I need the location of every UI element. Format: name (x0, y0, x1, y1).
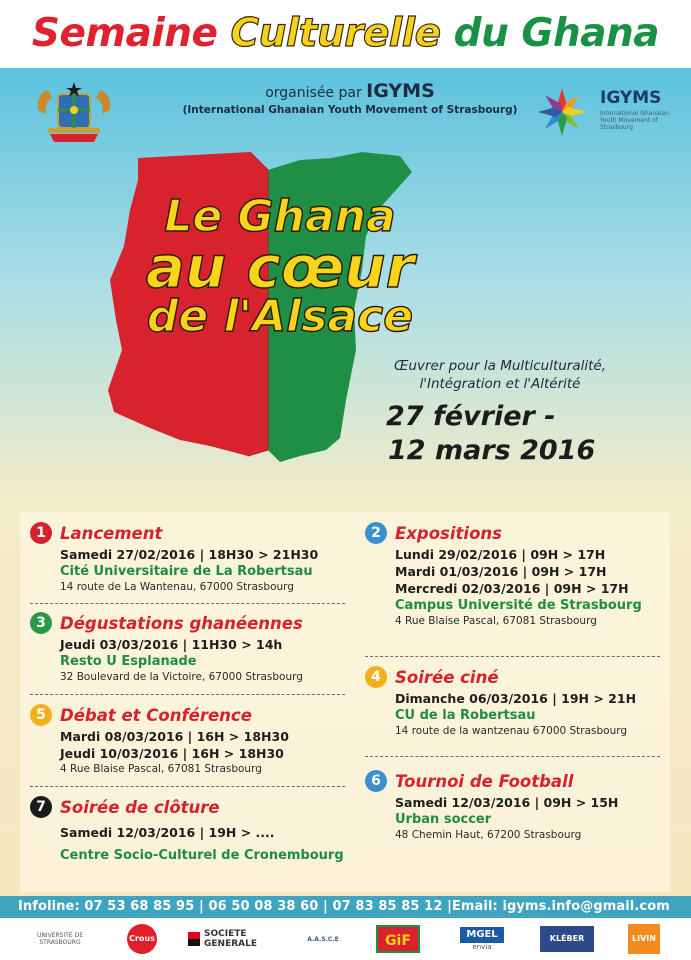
event-schedule: Dimanche 06/03/2016 | 19H > 21H (395, 691, 637, 706)
divider (30, 603, 345, 604)
event-lancement (30, 520, 350, 594)
event-address: 4 Rue Blaise Pascal, 67081 Strasbourg (395, 615, 597, 627)
sponsor-universite-strasbourg-logo: UNIVERSITÉ DE STRASBOURG (36, 932, 84, 946)
crous-label: Crous (127, 924, 157, 954)
title-band (0, 0, 691, 68)
event-venue: Urban soccer (395, 812, 492, 827)
event-address: 14 route de la wantzenau 67000 Strasbourg (395, 725, 628, 737)
societe-generale-label (204, 929, 257, 949)
event-title: Soirée de clôture (60, 797, 220, 817)
event-schedule: Samedi 27/02/2016 | 18H30 > 21H30 (60, 547, 319, 562)
event-tournoi-football (365, 768, 665, 842)
livin-label: LIVIN (628, 924, 660, 954)
event-venue: Campus Université de Strasbourg (395, 598, 642, 613)
contact-band: Infoline: 07 53 68 85 95 | 06 50 08 38 60 | 07 83 85 85 12 |Email: igyms.info@gmail.com (0, 896, 691, 918)
event-debat-conference (30, 702, 350, 776)
gif-label: GiF (376, 925, 420, 953)
slogan-line-2: au cœur (145, 233, 415, 301)
societe-generale-icon (188, 932, 200, 946)
event-schedule: Lundi 29/02/2016 | 09H > 17H (395, 547, 606, 562)
poster-title (0, 0, 691, 68)
event-address: 48 Chemin Haut, 67200 Strasbourg (395, 829, 582, 841)
event-number-badge: 6 (365, 770, 387, 792)
event-number-badge: 3 (30, 612, 52, 634)
event-title: Dégustations ghanéennes (60, 613, 303, 633)
event-venue: Cité Universitaire de La Robertsau (60, 564, 313, 579)
title-part-semaine: Semaine (31, 11, 218, 56)
motto-line-2: l'Intégration et l'Altérité (419, 376, 581, 392)
organizer-full-name: (International Ghanaian Youth Movement of Strasbourg) (182, 104, 518, 116)
event-degustations (30, 610, 350, 684)
event-number-badge: 1 (30, 522, 52, 544)
divider (365, 656, 660, 657)
event-schedule: Samedi 12/03/2016 | 09H > 15H (395, 795, 619, 810)
event-schedule: Jeudi 03/03/2016 | 11H30 > 14h (60, 637, 283, 652)
event-dates (386, 400, 626, 468)
slogan (120, 192, 440, 342)
igyms-logo-name: IGYMS (600, 88, 662, 108)
slogan-line-3: de l'Alsace (146, 291, 414, 342)
event-number-badge: 5 (30, 704, 52, 726)
sponsor-livin-logo (624, 924, 664, 954)
sponsor-crous-logo (120, 924, 164, 954)
event-title: Soirée ciné (395, 667, 499, 687)
sponsor-mgel-logo (452, 924, 512, 954)
event-schedule: Jeudi 10/03/2016 | 16H > 18H30 (60, 746, 284, 761)
event-title: Débat et Conférence (60, 705, 252, 725)
event-venue: Resto U Esplanade (60, 654, 197, 669)
motto (370, 357, 630, 393)
event-address: 32 Boulevard de la Victoire, 67000 Strasbourg (60, 671, 303, 683)
organizer-name: IGYMS (366, 80, 435, 102)
mgel-sublabel: envia (472, 943, 492, 951)
title-part-culturelle: Culturelle (230, 11, 441, 56)
divider (30, 786, 345, 787)
event-number-badge: 7 (30, 796, 52, 818)
motto-line-1: Œuvrer pour la Multiculturalité, (393, 358, 607, 374)
event-title: Lancement (60, 523, 163, 543)
sponsor-societe-generale-logo (188, 924, 282, 954)
ghana-coat-of-arms-icon (30, 80, 118, 146)
sponsor-logos (0, 918, 691, 960)
event-schedule: Mardi 08/03/2016 | 16H > 18H30 (60, 729, 289, 744)
societe-generale-line-2: GENERALE (204, 939, 257, 949)
divider (365, 756, 660, 757)
title-part-ghana: du Ghana (453, 11, 660, 56)
igyms-logo-subtitle: International Ghanaian Youth Movement of Strasbourg (600, 110, 669, 131)
organizer-line (170, 80, 530, 102)
sponsor-gif-logo (372, 924, 424, 954)
event-schedule: Mercredi 02/03/2016 | 09H > 17H (395, 581, 629, 596)
event-schedule: Mardi 01/03/2016 | 09H > 17H (395, 564, 607, 579)
divider (30, 694, 345, 695)
sponsor-kleber-logo (538, 924, 596, 954)
organizer-block (170, 80, 530, 116)
event-expositions (365, 520, 665, 628)
event-title: Expositions (395, 523, 502, 543)
dates-line-1: 27 février - (386, 401, 556, 432)
program-panel (20, 512, 670, 892)
mgel-label: MGEL (460, 927, 504, 943)
organizer-prefix: organisée par (265, 85, 362, 101)
event-soiree-cloture (30, 794, 350, 864)
event-number-badge: 4 (365, 666, 387, 688)
event-soiree-cine (365, 664, 665, 738)
societe-generale-line-1: SOCIETE (204, 929, 247, 939)
dates-line-2: 12 mars 2016 (388, 435, 596, 466)
event-address: 14 route de La Wantenau, 67000 Strasbourg (60, 581, 294, 593)
event-title: Tournoi de Football (395, 771, 574, 791)
event-schedule: Samedi 12/03/2016 | 19H > .... (60, 825, 275, 840)
event-venue: Centre Socio-Culturel de Cronembourg (60, 848, 344, 863)
event-number-badge: 2 (365, 522, 387, 544)
slogan-line-1: Le Ghana (164, 191, 396, 242)
event-address: 4 Rue Blaise Pascal, 67081 Strasbourg (60, 763, 262, 775)
event-venue: CU de la Robertsau (395, 708, 536, 723)
kleber-label: KLÉBER (540, 926, 594, 952)
sponsor-aasce-logo: A.A.S.C.E (307, 935, 339, 943)
